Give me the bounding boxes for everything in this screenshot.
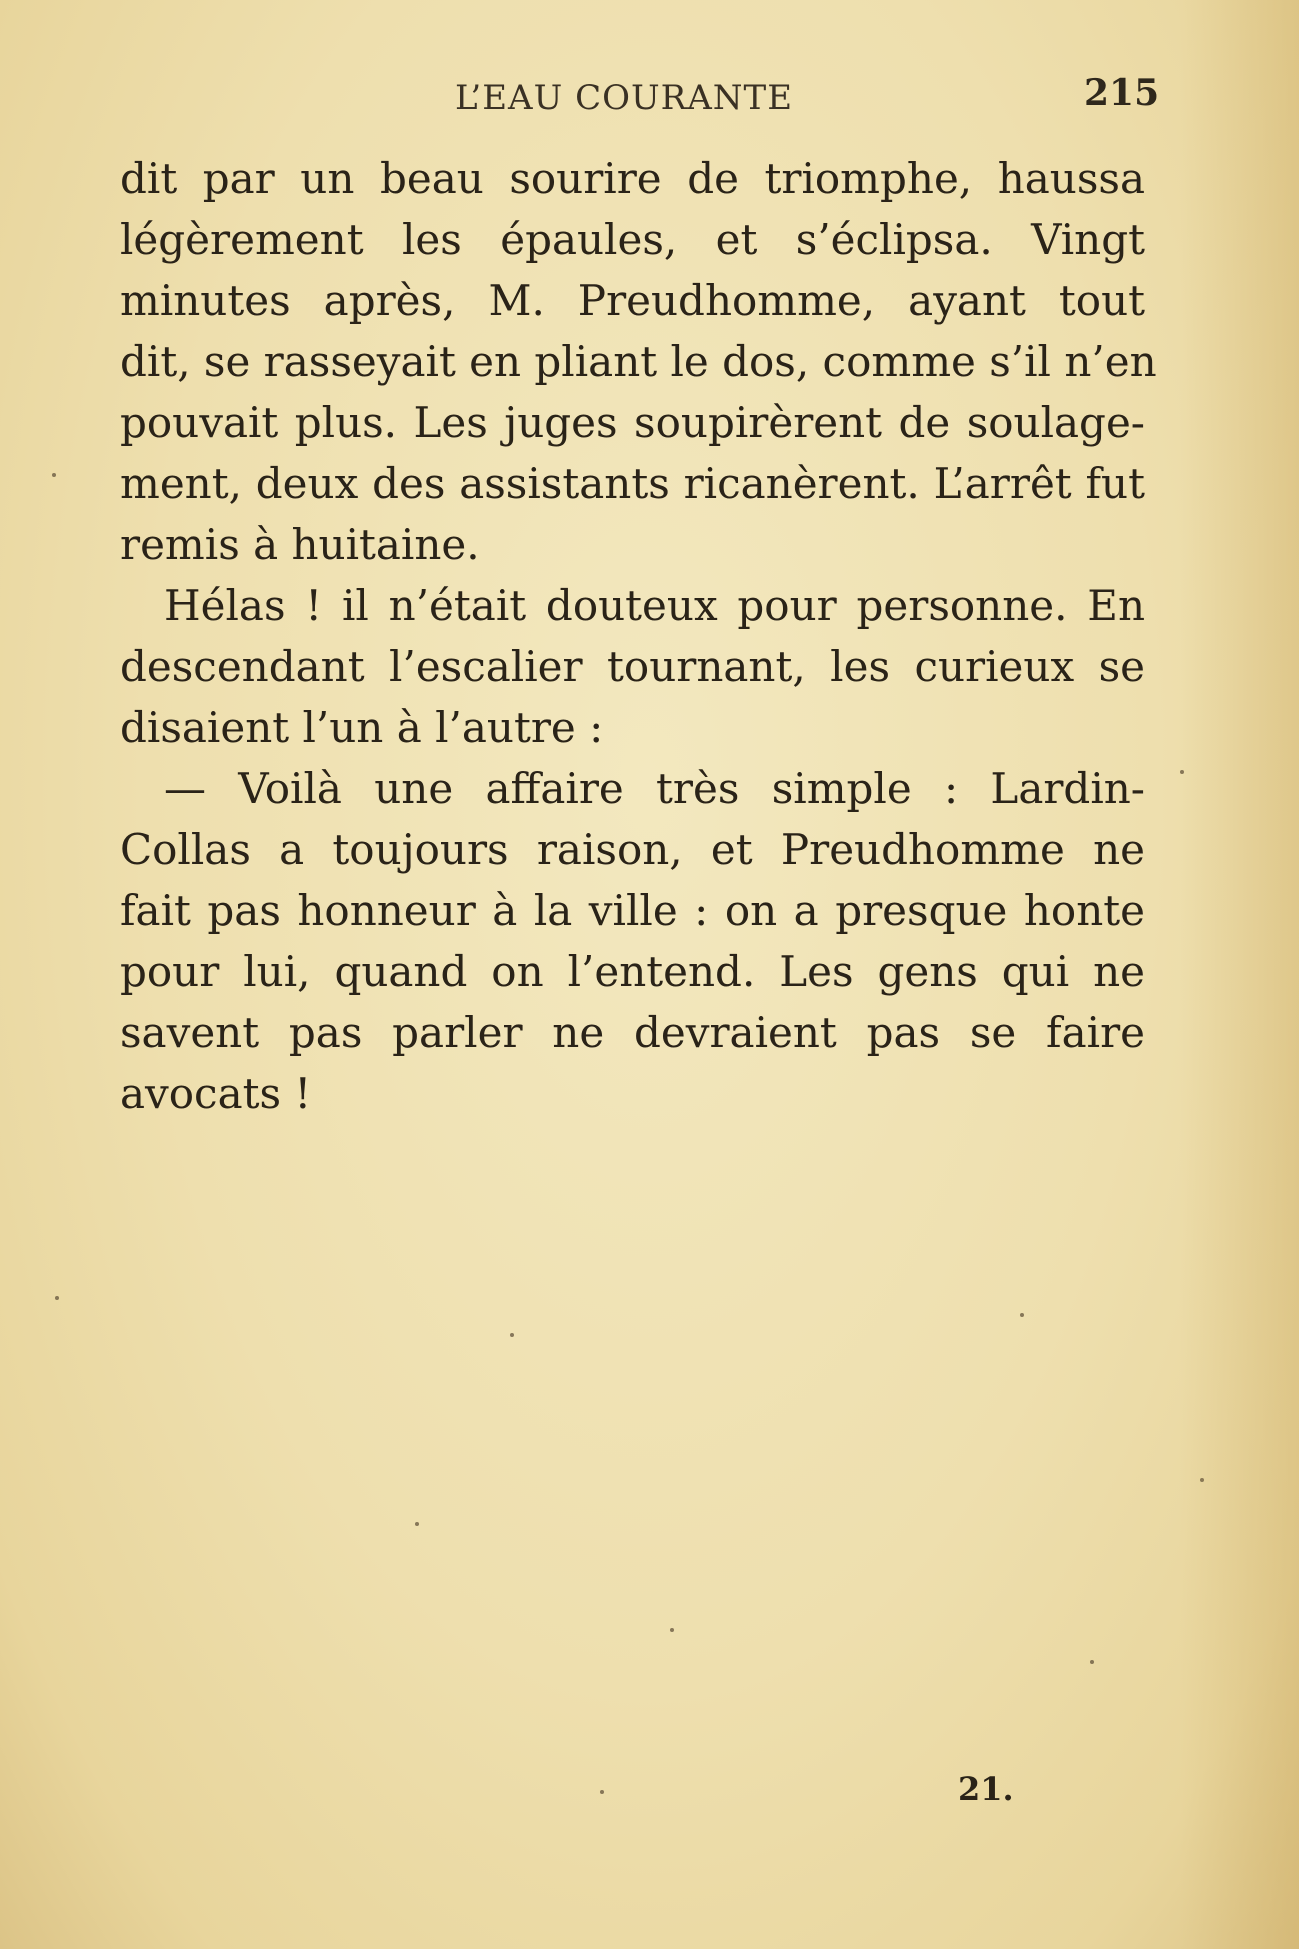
paper-speck: [55, 1296, 59, 1300]
text-line: descendant l’escalier tournant, les curieux se: [120, 642, 1145, 691]
running-title: L’EAU COURANTE: [455, 78, 794, 118]
text-line: — Voilà une affaire très simple : Lardin-: [164, 764, 1145, 813]
paper-speck: [1090, 1660, 1094, 1664]
text-line: remis à huitaine.: [120, 520, 480, 569]
text-line: dit, se rasseyait en pliant le dos, comme s’il n’en: [120, 337, 1157, 386]
signature-mark: 21.: [958, 1770, 1014, 1808]
text-line: pour lui, quand on l’entend. Les gens qui ne: [120, 947, 1145, 996]
body-text: [120, 148, 1157, 1124]
page-number: 215: [1084, 72, 1160, 114]
text-line: fait pas honneur à la ville : on a presque honte: [120, 886, 1145, 935]
text-line: disaient l’un à l’autre :: [120, 703, 604, 752]
paper-speck: [600, 1790, 604, 1794]
paper-speck: [1020, 1313, 1024, 1317]
text-line: Collas a toujours raison, et Preudhomme ne: [120, 825, 1145, 874]
paragraph-1: [120, 148, 1157, 575]
paper-speck: [510, 1333, 514, 1337]
paper-speck: [670, 1628, 674, 1632]
paper-speck: [1180, 770, 1184, 774]
text-line: légèrement les épaules, et s’éclipsa. Vingt: [120, 215, 1145, 264]
text-line: Hélas ! il n’était douteux pour personne. En: [164, 581, 1145, 630]
running-head: [0, 72, 1299, 122]
paper-speck: [52, 473, 56, 477]
text-line: avocats !: [120, 1069, 312, 1118]
paper-speck: [1200, 1478, 1204, 1482]
text-line: ment, deux des assistants ricanèrent. L’arrêt fut: [120, 459, 1145, 508]
paragraph-3-dialogue: [120, 758, 1145, 1124]
paper-speck: [415, 1522, 419, 1526]
text-line: pouvait plus. Les juges soupirèrent de soulage-: [120, 398, 1145, 447]
text-line: minutes après, M. Preudhomme, ayant tout: [120, 276, 1145, 325]
paragraph-2: [120, 575, 1145, 758]
text-line: savent pas parler ne devraient pas se faire: [120, 1008, 1145, 1057]
text-line: dit par un beau sourire de triomphe, haussa: [120, 154, 1145, 203]
